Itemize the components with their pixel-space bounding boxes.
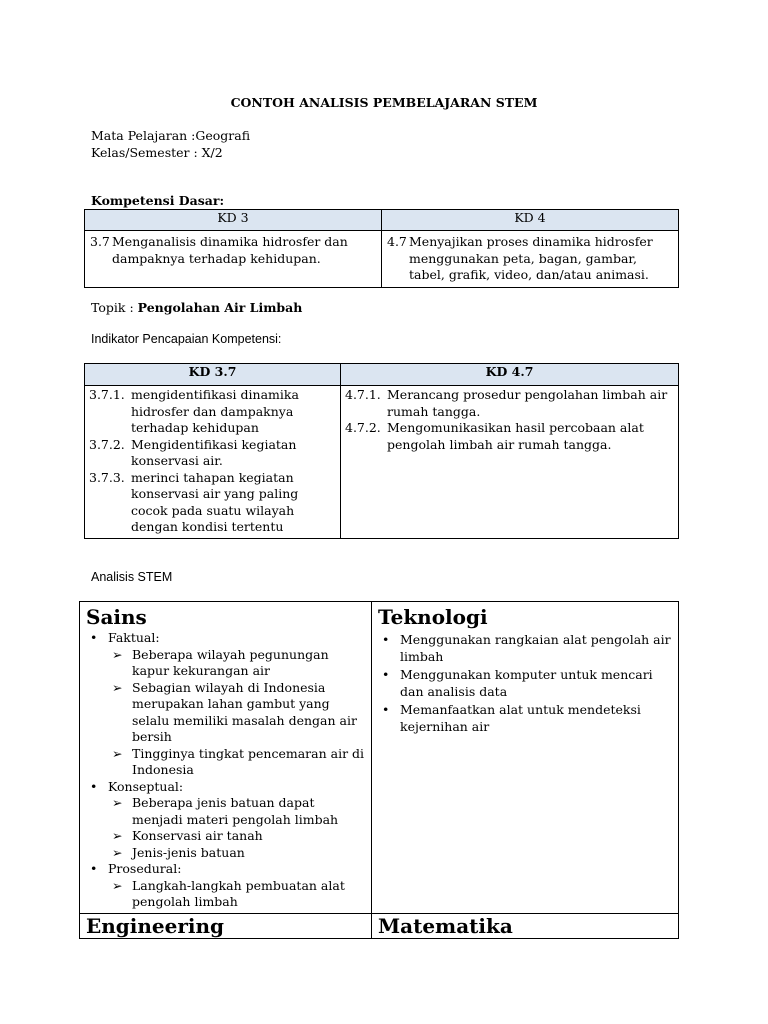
indicator-text: merinci tahapan kegiatan konservasi air yang paling cocok pada suatu wilayah dengan kondisi tertentu (131, 469, 299, 534)
list-item (86, 861, 365, 878)
indicator-text: Mengomunikasikan hasil percobaan alat pengolah limbah air rumah tangga. (387, 420, 644, 452)
indicator-number: 3.7.2. (89, 436, 125, 452)
list-item (86, 845, 365, 862)
list-item (86, 680, 365, 746)
arrow-icon: ➢ (112, 828, 123, 843)
prosedural-label: Prosedural: (108, 861, 182, 876)
konseptual-item: Konservasi air tanah (132, 828, 263, 843)
kd3-header: KD 3 (85, 210, 382, 231)
bullet-icon: • (382, 702, 390, 717)
kd-table (84, 209, 679, 288)
indicator-number: 4.7.1. (345, 387, 381, 402)
faktual-item: Sebagian wilayah di Indonesia merupakan lahan gambut yang selalu memiliki masalah dengan air bersih (132, 679, 357, 744)
stem-heading: Analisis STEM (91, 570, 173, 584)
sains-cell (80, 602, 372, 914)
kd37-indicators (85, 386, 341, 539)
prosedural-item: Langkah-langkah pembuatan alat pengolah limbah (132, 877, 345, 909)
engineering-title: Engineering (86, 913, 225, 938)
teknologi-item: Menggunakan rangkaian alat pengolah air limbah (400, 632, 671, 664)
indicator-text: Merancang prosedur pengolahan limbah air rumah tangga. (387, 387, 668, 419)
teknologi-title: Teknologi (378, 605, 488, 629)
arrow-icon: ➢ (112, 795, 123, 810)
list-item (86, 779, 365, 796)
list-item (86, 828, 365, 845)
list-item (86, 878, 365, 911)
document-title: CONTOH ANALISIS PEMBELAJARAN STEM (230, 95, 538, 110)
list-item (378, 702, 672, 735)
kd3-text-value: Menganalisis dinamika hidrosfer dan dampaknya terhadap kehidupan. (112, 234, 348, 266)
faktual-item: Beberapa wilayah pegunungan kapur kekurangan air (132, 646, 329, 678)
indicator-number: 3.7.1. (89, 387, 125, 402)
kd3-text (112, 234, 376, 267)
konseptual-item: Beberapa jenis batuan dapat menjadi materi pengolah limbah (132, 795, 339, 827)
arrow-icon: ➢ (112, 844, 123, 860)
kd47-header: KD 4.7 (341, 364, 679, 386)
bullet-icon: • (90, 778, 98, 794)
kd4-text: Menyajikan proses dinamika hidrosfer menggunakan peta, bagan, gambar, tabel, grafik, video, dan/atau animasi. (409, 234, 653, 282)
bullet-icon: • (90, 861, 98, 876)
engineering-cell (80, 913, 372, 938)
arrow-icon: ➢ (112, 679, 123, 695)
kd3-cell (85, 231, 382, 288)
class-semester-line: Kelas/Semester : X/2 (91, 145, 223, 160)
list-item (378, 632, 672, 665)
bullet-icon: • (90, 630, 98, 645)
teknologi-item: Memanfaatkan alat untuk mendeteksi kejernihan air (400, 702, 641, 734)
faktual-label: Faktual: (108, 630, 160, 645)
list-item (86, 795, 365, 828)
kd4-number: 4.7 (387, 234, 407, 249)
konseptual-item: Jenis-jenis batuan (132, 844, 245, 860)
arrow-icon: ➢ (112, 877, 123, 893)
indicator-text: Mengidentifikasi kegiatan konservasi air. (131, 436, 297, 468)
indicator-number: 3.7.3. (89, 469, 125, 485)
teknologi-item: Menggunakan komputer untuk mencari dan analisis data (400, 667, 653, 699)
topic-label: Topik : (91, 300, 138, 315)
matematika-cell (372, 913, 679, 938)
bullet-icon: • (382, 667, 390, 682)
stem-table (79, 601, 679, 939)
faktual-item: Tingginya tingkat pencemaran air di Indonesia (132, 745, 365, 777)
bullet-icon: • (382, 632, 390, 647)
kd-heading: Kompetensi Dasar: (91, 193, 225, 208)
kd47-indicators (341, 386, 679, 539)
indicator-heading: Indikator Pencapaian Kompetensi: (91, 332, 282, 346)
topic-value: Pengolahan Air Limbah (137, 300, 303, 315)
indicator-number: 4.7.2. (345, 420, 381, 435)
list-item (86, 630, 365, 647)
list-item (86, 647, 365, 680)
indicator-table (84, 363, 679, 539)
subject-line: Mata Pelajaran :Geografi (91, 128, 251, 143)
arrow-icon: ➢ (112, 646, 123, 662)
kd37-header: KD 3.7 (85, 364, 341, 386)
sains-title: Sains (86, 605, 147, 629)
list-item (378, 667, 672, 700)
arrow-icon: ➢ (112, 745, 123, 761)
kd4-header: KD 4 (382, 210, 679, 231)
matematika-title: Matematika (378, 913, 513, 938)
list-item (86, 746, 365, 779)
topic-line (91, 300, 302, 315)
indicator-text: mengidentifikasi dinamika hidrosfer dan dampaknya terhadap kehidupan (131, 387, 299, 435)
teknologi-cell (372, 602, 679, 914)
konseptual-label: Konseptual: (108, 778, 184, 794)
kd3-number: 3.7 (90, 234, 110, 249)
kd4-cell (382, 231, 679, 288)
